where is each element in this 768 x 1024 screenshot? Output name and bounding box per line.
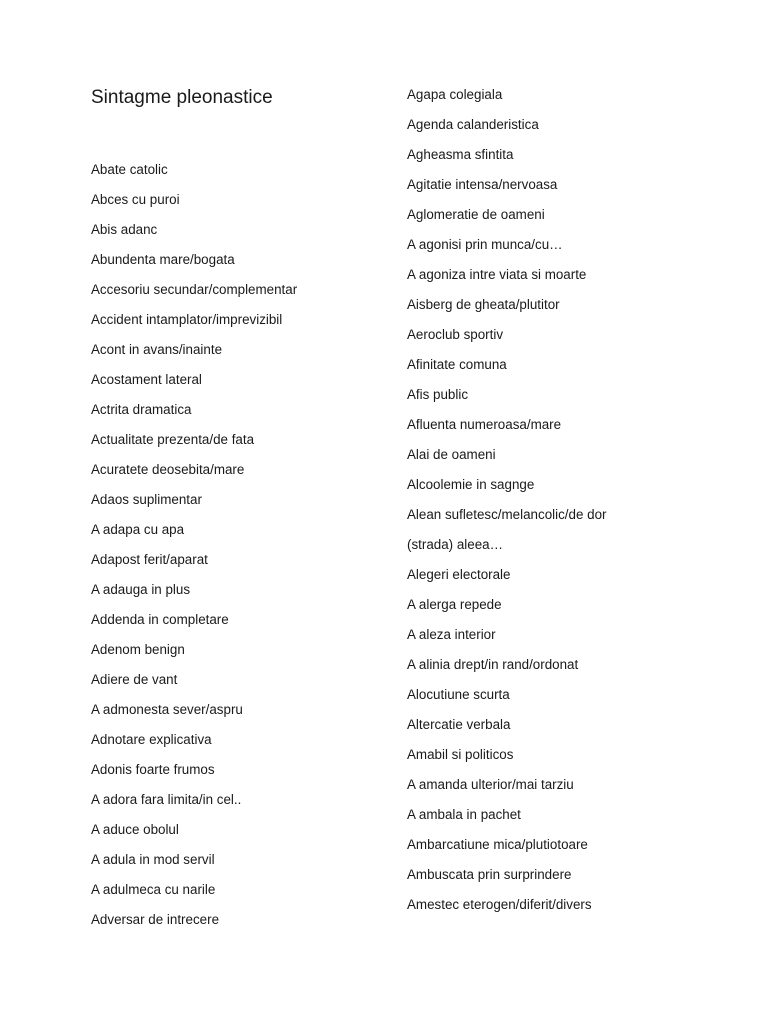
list-item: Adaos suplimentar [91,492,202,507]
list-item: A adapa cu apa [91,522,185,537]
list-item: Abis adanc [91,222,158,237]
list-item: Amabil si politicos [407,747,514,762]
list-item: Afinitate comuna [407,357,507,372]
list-item: Adenom benign [91,642,185,657]
list-item: Acuratete deosebita/mare [91,462,245,477]
list-item: Altercatie verbala [407,717,511,732]
list-item: Aglomeratie de oameni [407,207,545,222]
list-item: Abces cu puroi [91,192,180,207]
list-item: Alean sufletesc/melancolic/de dor [407,507,607,522]
list-item: Aeroclub sportiv [407,327,504,342]
list-item: Agapa colegiala [407,87,503,102]
list-item: Actrita dramatica [91,402,192,417]
page-title: Sintagme pleonastice [91,87,273,108]
list-item: A adora fara limita/in cel.. [91,792,242,807]
list-item: Agitatie intensa/nervoasa [407,177,558,192]
list-item: Accident intamplator/imprevizibil [91,312,283,327]
list-item: A aduce obolul [91,822,179,837]
list-item: Amestec eterogen/diferit/divers [407,897,592,912]
list-item: Abate catolic [91,162,168,177]
list-item: Adapost ferit/aparat [91,552,208,567]
list-item: Adnotare explicativa [91,732,212,747]
list-item: A ambala in pachet [407,807,521,822]
list-item: Alai de oameni [407,447,496,462]
list-item: Alegeri electorale [407,567,511,582]
list-item: Acont in avans/inainte [91,342,223,357]
list-item: Accesoriu secundar/complementar [91,282,298,297]
list-item: A alerga repede [407,597,502,612]
list-item: (strada) aleea… [407,537,504,552]
list-item: Ambuscata prin surprindere [407,867,572,882]
list-item: Ambarcatiune mica/plutiotoare [407,837,588,852]
list-item: A amanda ulterior/mai tarziu [407,777,574,792]
list-item: Aisberg de gheata/plutitor [407,297,560,312]
list-item: Acostament lateral [91,372,202,387]
list-item: Afis public [407,387,469,402]
list-item: Agheasma sfintita [407,147,514,162]
list-item: Adonis foarte frumos [91,762,215,777]
list-item: Abundenta mare/bogata [91,252,235,267]
list-item: A agonisi prin munca/cu… [407,237,563,252]
list-item: A adauga in plus [91,582,191,597]
list-item: Addenda in completare [91,612,229,627]
list-item: Alcoolemie in sagnge [407,477,535,492]
left-column-list [91,160,297,940]
list-item: Agenda calanderistica [407,117,539,132]
right-column-list [407,85,606,925]
list-item: Alocutiune scurta [407,687,510,702]
list-item: A agoniza intre viata si moarte [407,267,587,282]
list-item: Afluenta numeroasa/mare [407,417,562,432]
list-item: Actualitate prezenta/de fata [91,432,255,447]
list-item: Adversar de intrecere [91,912,220,927]
list-item: A adula in mod servil [91,852,215,867]
list-item: A admonesta sever/aspru [91,702,243,717]
list-item: A aleza interior [407,627,496,642]
list-item: Adiere de vant [91,672,178,687]
list-item: A adulmeca cu narile [91,882,216,897]
list-item: A alinia drept/in rand/ordonat [407,657,579,672]
